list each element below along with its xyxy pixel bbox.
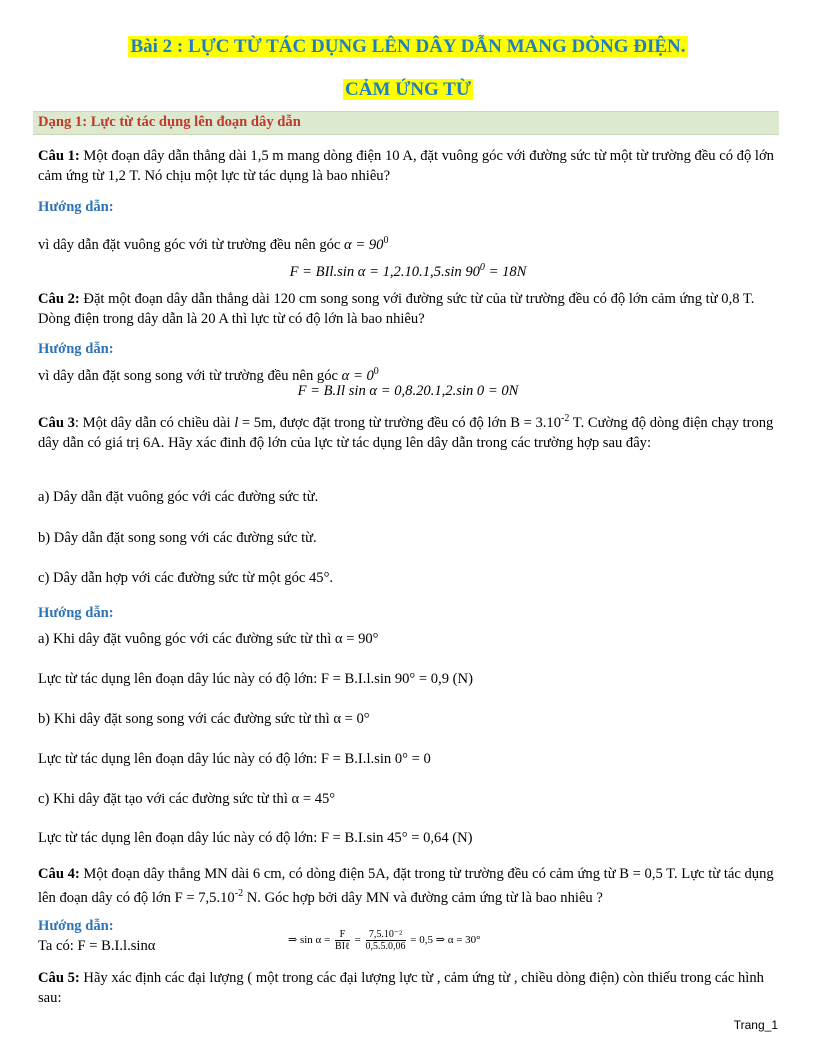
q3-label: Câu 3 — [38, 414, 75, 431]
q2-formula: F = B.Il sin α = 0,8.20.1,2.sin 0 = 0N — [297, 383, 519, 399]
q4-label: Câu 4: — [38, 866, 80, 882]
q3-guide: Hướng dẫn: — [38, 605, 114, 621]
q3-solution-c: c) Khi dây đặt tạo với các đường sức từ thì α = 45° — [38, 791, 336, 807]
q3-option-b: b) Dây dẫn đặt song song với các đường sức từ. — [38, 530, 317, 546]
title-line-2 — [0, 79, 816, 101]
q5-label: Câu 5: — [38, 970, 80, 986]
q2-label: Câu 2: — [38, 291, 80, 307]
q4-formula: ⇒ sin α = $\frac{F}{\text{BIℓ}}$ = $\frac{\text{7,5.10⁻²}}{0,5.5.0,06}$ = 0,5 ⇒ α = 30° — [288, 929, 481, 952]
q3-solution-a: a) Khi dây đặt vuông góc với các đường sức từ thì α = 90° — [38, 631, 379, 647]
title-text-1: Bài 2 : LỰC TỪ TÁC DỤNG LÊN DÂY DẪN MANG DÒNG ĐIỆN. — [130, 36, 686, 57]
title-text-2: CẢM ỨNG TỪ — [345, 79, 471, 100]
q1-label: Câu 1: — [38, 148, 80, 164]
q3-solution-c-force: Lực từ tác dụng lên đoạn dây lúc này có độ lớn: F = B.I.sin 45° = 0,64 (N) — [38, 830, 473, 846]
section-header — [33, 111, 779, 135]
question-1 — [38, 146, 778, 186]
page-number: Trang_1 — [733, 1018, 778, 1032]
question-2 — [38, 289, 778, 329]
question-5: Câu 5: Hãy xác định các đại lượng ( một trong các đại lượng lực từ , cảm ứng từ , chiều dòng điện) còn thiếu trong các hình sau: — [38, 970, 764, 1006]
q2-guide: Hướng dẫn: — [38, 341, 114, 357]
q2-text: Đặt một đoạn dây dẫn thẳng dài 120 cm song song với đường sức từ của từ trường đều có độ lớn cảm ứng từ 0,8 T. Dòng điện trong dây dẫn là 20 A thì lực từ có độ lớn là bao nhiêu? — [38, 291, 755, 327]
q4-solution: Ta có: F = B.I.l.sinα — [38, 938, 156, 954]
q3-option-a: a) Dây dẫn đặt vuông góc với các đường sức từ. — [38, 489, 319, 505]
q3-solution-b: b) Khi dây đặt song song với các đường sức từ thì α = 0° — [38, 711, 370, 727]
q1-text: Một đoạn dây dẫn thẳng dài 1,5 m mang dòng điện 10 A, đặt vuông góc với đường sức từ một từ trường đều có độ lớn cảm ứng từ 1,2 T. Nó chịu một lực từ tác dụng là bao nhiêu? — [38, 148, 774, 184]
section-title: Dạng 1: Lực từ tác dụng lên đoạn dây dẫn — [38, 114, 301, 130]
q1-guide: Hướng dẫn: — [38, 199, 114, 215]
q4-guide: Hướng dẫn: — [38, 918, 114, 934]
question-3: Câu 3: Một dây dẫn có chiều dài l = 5m, được đặt trong từ trường đều có độ lớn $B = 3.10^{-2}$ T. Cường độ dòng điện chạy trong dây dẫn có giá trị 6A. Hãy xác đinh độ lớn của lực từ tác dụng lên dây dẫn trong các trường hợp sau đây: — [38, 413, 774, 451]
title-line-1 — [0, 36, 816, 58]
q1-solution-line: vì dây dẫn đặt vuông góc với từ trường đều nên góc $\alpha = 90^0$ — [38, 235, 389, 253]
q3-solution-a-force: Lực từ tác dụng lên đoạn dây lúc này có độ lớn: F = B.I.l.sin 90° = 0,9 (N) — [38, 671, 473, 687]
q3-solution-b-force: Lực từ tác dụng lên đoạn dây lúc này có độ lớn: F = B.I.l.sin 0° = 0 — [38, 751, 431, 767]
q3-option-c: c) Dây dẫn hợp với các đường sức từ một góc 45°. — [38, 570, 334, 586]
q2-solution-line: vì dây dẫn đặt song song với từ trường đều nên góc $\alpha = 0^0$ — [38, 366, 379, 384]
question-4: Câu 4: Một đoạn dây thẳng MN dài 6 cm, có dòng điện 5A, đặt trong từ trường đều có cảm ứng từ B = 0,5 T. Lực từ tác dụng lên đoạn dây có độ lớn $F = 7,5.10^{-2}$ N. Góc hợp bởi dây MN và đường cảm ứng từ là bao nhiêu ? — [38, 866, 774, 906]
q1-formula: F = BIl.sin α = 1,2.10.1,5.sin $90^0 = 18N$ — [289, 262, 527, 280]
